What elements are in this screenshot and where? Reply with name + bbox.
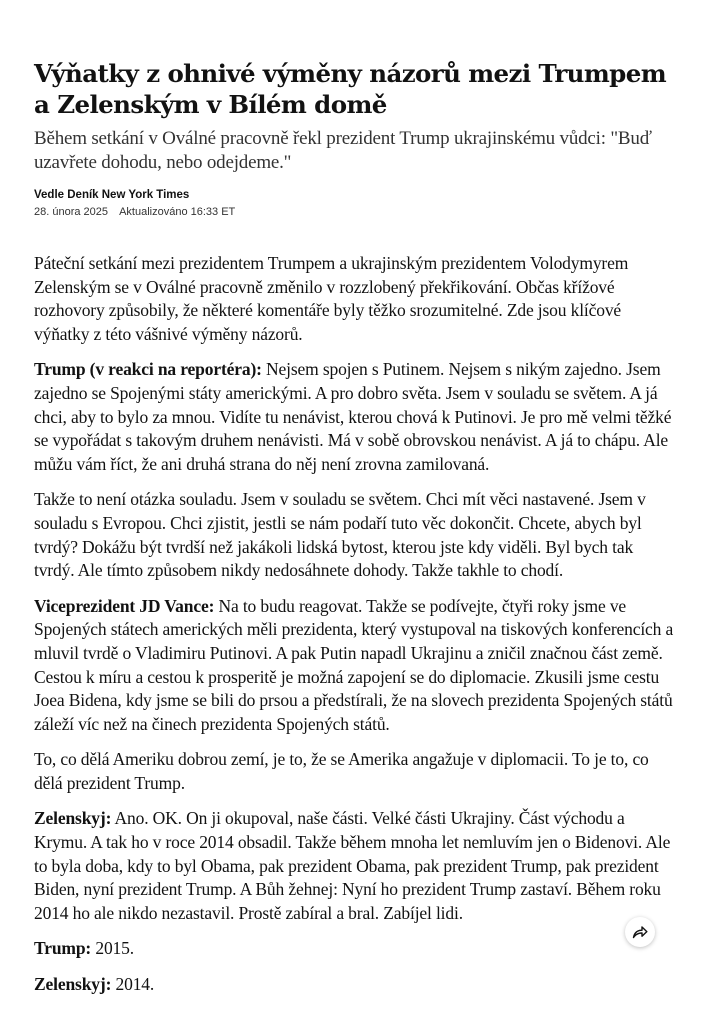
- paragraph-text: Ano. OK. On ji okupoval, naše části. Velké části Ukrajiny. Část východu a Krymu. A tak ho v roce 2014 obsadil. Takže během mnoha let nemluvím jen o Bidenovi. Ale to byla doba, kdy to byl Obama, pak prezident Obama, pak prezident Trump, pak prezident Biden, nyní prezident Trump. A Bůh žehnej: Nyní ho prezident Trump zastaví. Během roku 2014 ho ale nikdo nezastavil. Prostě zabíral a bral. Zabíjel lidi.: [34, 808, 671, 923]
- article: [34, 58, 674, 1009]
- paragraph: [34, 973, 674, 997]
- paragraph: [34, 252, 674, 346]
- paragraph: [34, 937, 674, 961]
- updated-time: Aktualizováno 16:33 ET: [119, 206, 236, 218]
- share-button[interactable]: [625, 917, 655, 947]
- paragraph-text: Takže to není otázka souladu. Jsem v souladu se světem. Chci mít věci nastavené. Jsem v souladu s Evropou. Chci zjistit, jestli se nám podaří tuto věc dokončit. Chcete, abych byl tvrdý? Dokážu být tvrdší než jakákoli lidská bytost, kterou jste kdy viděli. Byl bych tak tvrdý. Ale tímto způsobem nikdy nedosáhnete dohody. Takže takhle to chodí.: [34, 489, 646, 581]
- paragraph: [34, 748, 674, 795]
- paragraph: [34, 807, 674, 925]
- article-byline[interactable]: Vedle Deník New York Times: [34, 189, 190, 201]
- article-headline: Výňatky z ohnivé výměny názorů mezi Trumpem a Zelenským v Bílém domě: [34, 59, 667, 119]
- paragraph: [34, 488, 674, 582]
- paragraph-text: 2014.: [111, 974, 155, 995]
- paragraph-text: Na to budu reagovat. Takže se podívejte, čtyři roky jsme ve Spojených státech amerických měli prezidenta, který vystupoval na tiskových konferencích a mluvil tvrdě o Vladimiru Putinovi. A pak Putin napadl Ukrajinu a zničil značnou část země. Cestou k míru a cestou k prosperitě je možná zapojení se do diplomacie. Zkusili jsme cestu Joea Bidena, kdy jsme se bili do prsou a předstírali, že na slovech prezidenta Spojených států záleží víc než na činech prezidenta Spojených států.: [34, 595, 674, 734]
- speaker-label: Trump (v reakci na reportéra):: [34, 359, 262, 380]
- paragraph-text: 2015.: [91, 938, 134, 959]
- paragraph: [34, 358, 674, 476]
- share-arrow-icon: [632, 925, 648, 939]
- paragraph-text: To, co dělá Ameriku dobrou zemí, je to, že se Amerika angažuje v diplomacii. To je to, co dělá prezident Trump.: [34, 749, 649, 793]
- article-dateline: [34, 206, 674, 218]
- speaker-label: Trump:: [34, 938, 92, 959]
- speaker-label: Zelenskyj:: [34, 974, 112, 995]
- article-summary: Během setkání v Oválné pracovně řekl prezident Trump ukrajinskému vůdci: "Buď uzavřete dohodu, nebo odejdeme.": [34, 128, 652, 173]
- speaker-label: Viceprezident JD Vance:: [34, 595, 215, 616]
- paragraph: [34, 595, 674, 737]
- speaker-label: Zelenskyj:: [34, 808, 112, 829]
- article-body: [34, 252, 674, 997]
- publish-date: 28. února 2025: [34, 206, 109, 218]
- paragraph-text: Nejsem spojen s Putinem. Nejsem s nikým zajedno. Jsem zajedno se Spojenými státy americkými. A pro dobro světa. Jsem v souladu se světem. A já chci, aby to bylo za mnou. Vidíte tu nenávist, kterou chová k Putinovi. Je pro mě velmi těžké se vypořádat s takovým druhem nenávisti. Má v sobě obrovskou nenávist. A já to chápu. Ale můžu vám říct, že ani druhá strana do něj není zrovna zamilovaná.: [34, 359, 672, 474]
- paragraph-text: Páteční setkání mezi prezidentem Trumpem a ukrajinským prezidentem Volodymyrem Zelenským se v Oválné pracovně změnilo v rozzlobený překřikování. Občas křížové rozhovory způsobily, že některé komentáře byly těžko srozumitelné. Zde jsou klíčové výňatky z této vášnivé výměny názorů.: [34, 253, 629, 344]
